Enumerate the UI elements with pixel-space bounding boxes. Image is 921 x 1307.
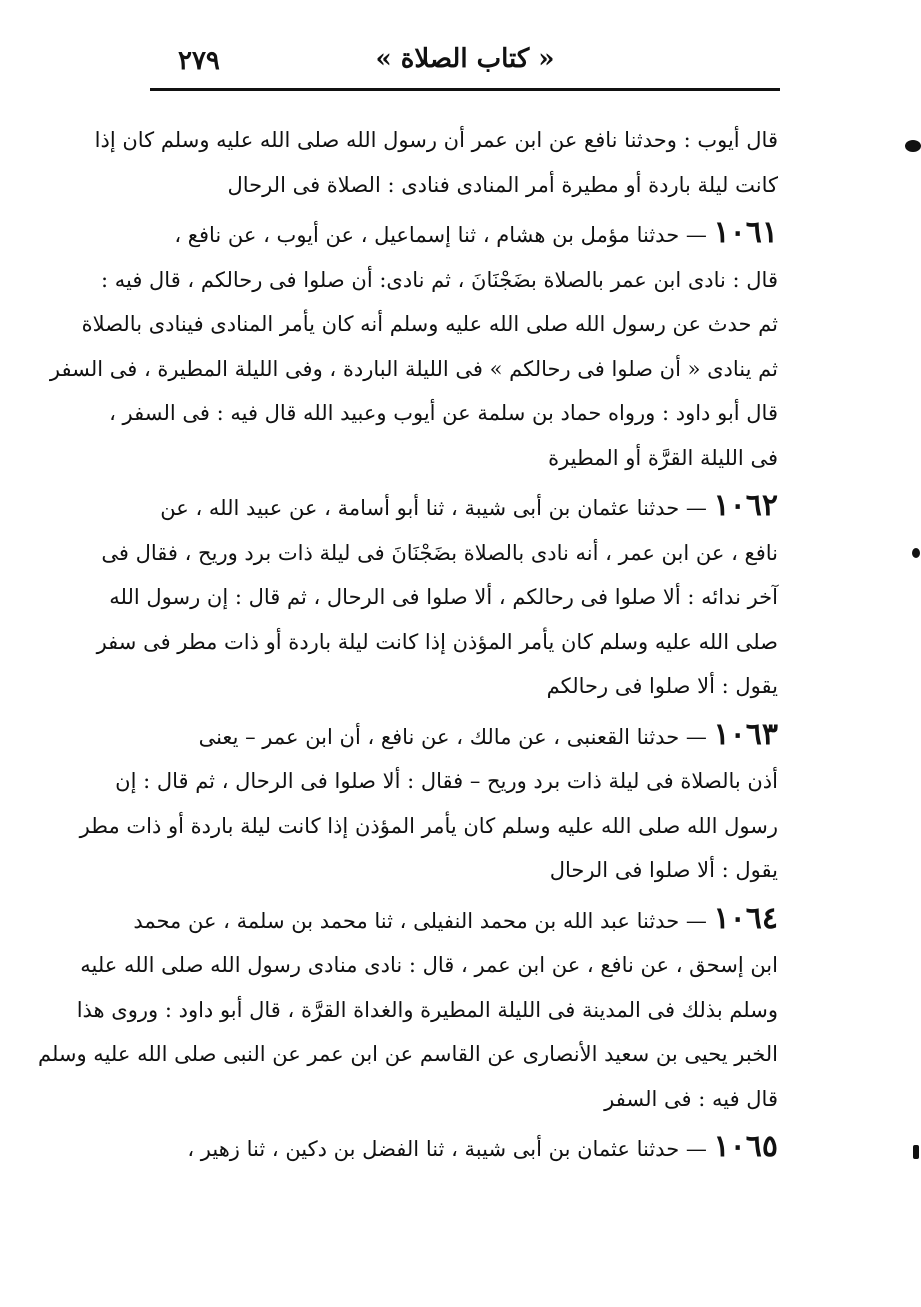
hadith-number: ١٠٦٢ [713, 488, 778, 523]
line-text: قال : نادى ابن عمر بالصلاة بضَجْنَانَ ، ثم نادى: أن صلوا فى رحالكم ، قال فيه : [100, 267, 778, 292]
margin-ink-mark [913, 1145, 919, 1159]
running-title: « كتاب الصلاة » [375, 44, 555, 74]
line-text: أذن بالصلاة فى ليلة ذات برد وريح – فقال : ألا صلوا فى الرحال ، ثم قال : إن [115, 769, 778, 793]
text-line [49, 347, 778, 392]
hadith-number: ١٠٦٣ [713, 716, 778, 752]
line-text: وسلم بذلك فى المدينة فى الليلة المطيرة والغداة القرَّة ، قال أبو داود : وروى هذا [76, 997, 778, 1022]
text-line [80, 943, 778, 988]
line-text: الخبر يحيى بن سعيد الأنصارى عن القاسم عن ابن عمر عن النبى صلى الله عليه وسلم [37, 1042, 778, 1066]
line-text: كانت ليلة باردة أو مطيرة أمر المنادى فنادى : الصلاة فى الرحال [227, 172, 778, 197]
margin-ink-mark [905, 140, 921, 152]
text-line [109, 391, 778, 436]
line-text: — حدثنا عثمان بن أبى شيبة ، ثنا أبو أسامة ، عن عبيد الله ، عن [160, 496, 707, 520]
line-text: — حدثنا القعنبى ، عن مالك ، عن نافع ، أن ابن عمر – يعنى [198, 724, 707, 749]
line-text: — حدثنا عبد الله بن محمد النفيلى ، ثنا محمد بن سلمة ، عن محمد [133, 908, 707, 933]
line-text: ابن إسحق ، عن نافع ، عن ابن عمر ، قال : نادى منادى رسول الله صلى الله عليه [80, 953, 778, 977]
line-text: فى الليلة القرَّة أو المطيرة [548, 445, 778, 470]
text-line [133, 897, 778, 944]
line-text: صلى الله عليه وسلم كان يأمر المؤذن إذا كانت ليلة باردة أو ذات مطر فى سفر [96, 629, 778, 654]
hadith-number: ١٠٦٤ [713, 900, 778, 936]
hadith-paragraph [94, 118, 778, 207]
line-text: نافع ، عن ابن عمر ، أنه نادى بالصلاة بضَجْنَانَ فى ليلة ذات برد وريح ، فقال فى [101, 540, 778, 565]
line-text: قال فيه : فى السفر [604, 1086, 778, 1111]
line-text: يقول : ألا صلوا فى رحالكم [546, 674, 778, 698]
page-header [150, 40, 780, 92]
margin-ink-mark [912, 548, 920, 558]
hadith-number: ١٠٦٥ [713, 1129, 778, 1164]
text-line [152, 1125, 778, 1172]
text-line [81, 302, 778, 347]
hadith-paragraph [37, 897, 778, 1122]
line-text: — حدثنا مؤمل بن هشام ، ثنا إسماعيل ، عن أيوب ، عن نافع ، [174, 223, 707, 247]
text-line [152, 713, 778, 760]
text-line [152, 848, 778, 893]
text-line [109, 575, 778, 620]
text-line [152, 484, 778, 531]
text-line [152, 664, 778, 709]
line-text: ثم ينادى « أن صلوا فى رحالكم » فى الليلة الباردة ، وفى الليلة المطيرة ، فى السفر [49, 356, 778, 381]
text-line [152, 1077, 778, 1122]
text-line [94, 118, 778, 163]
hadith-number: ١٠٦١ [713, 215, 778, 250]
hadith-paragraph [79, 713, 778, 893]
line-text: قال أبو داود : ورواه حماد بن سلمة عن أيوب وعبيد الله قال فيه : فى السفر ، [109, 401, 778, 425]
text-line [152, 436, 778, 481]
line-text: — حدثنا عثمان بن أبى شيبة ، ثنا الفضل بن دكين ، ثنا زهير ، [187, 1137, 707, 1161]
text-line [152, 163, 778, 208]
line-text: قال أيوب : وحدثنا نافع عن ابن عمر أن رسول الله صلى الله عليه وسلم كان إذا [94, 128, 778, 152]
text-line [37, 1032, 778, 1077]
hadith-paragraph [96, 484, 778, 709]
text-line [79, 804, 778, 849]
page-number: ٢٧٩ [178, 46, 220, 76]
line-text: رسول الله صلى الله عليه وسلم كان يأمر المؤذن إذا كانت ليلة باردة أو ذات مطر [79, 813, 778, 838]
hadith-paragraph [152, 1125, 778, 1172]
header-rule [150, 88, 780, 91]
line-text: ثم حدث عن رسول الله صلى الله عليه وسلم أنه كان يأمر المنادى فينادى بالصلاة [81, 312, 778, 336]
text-line [115, 759, 778, 804]
text-line [101, 531, 778, 576]
text-line [96, 620, 778, 665]
text-line [152, 211, 778, 258]
line-text: آخر ندائه : ألا صلوا فى رحالكم ، ألا صلوا فى الرحال ، ثم قال : إن رسول الله [109, 585, 778, 609]
hadith-paragraph [49, 211, 778, 480]
line-text: يقول : ألا صلوا فى الرحال [549, 858, 778, 882]
text-line [76, 988, 778, 1033]
text-line [100, 258, 778, 303]
page-body [37, 118, 778, 1176]
